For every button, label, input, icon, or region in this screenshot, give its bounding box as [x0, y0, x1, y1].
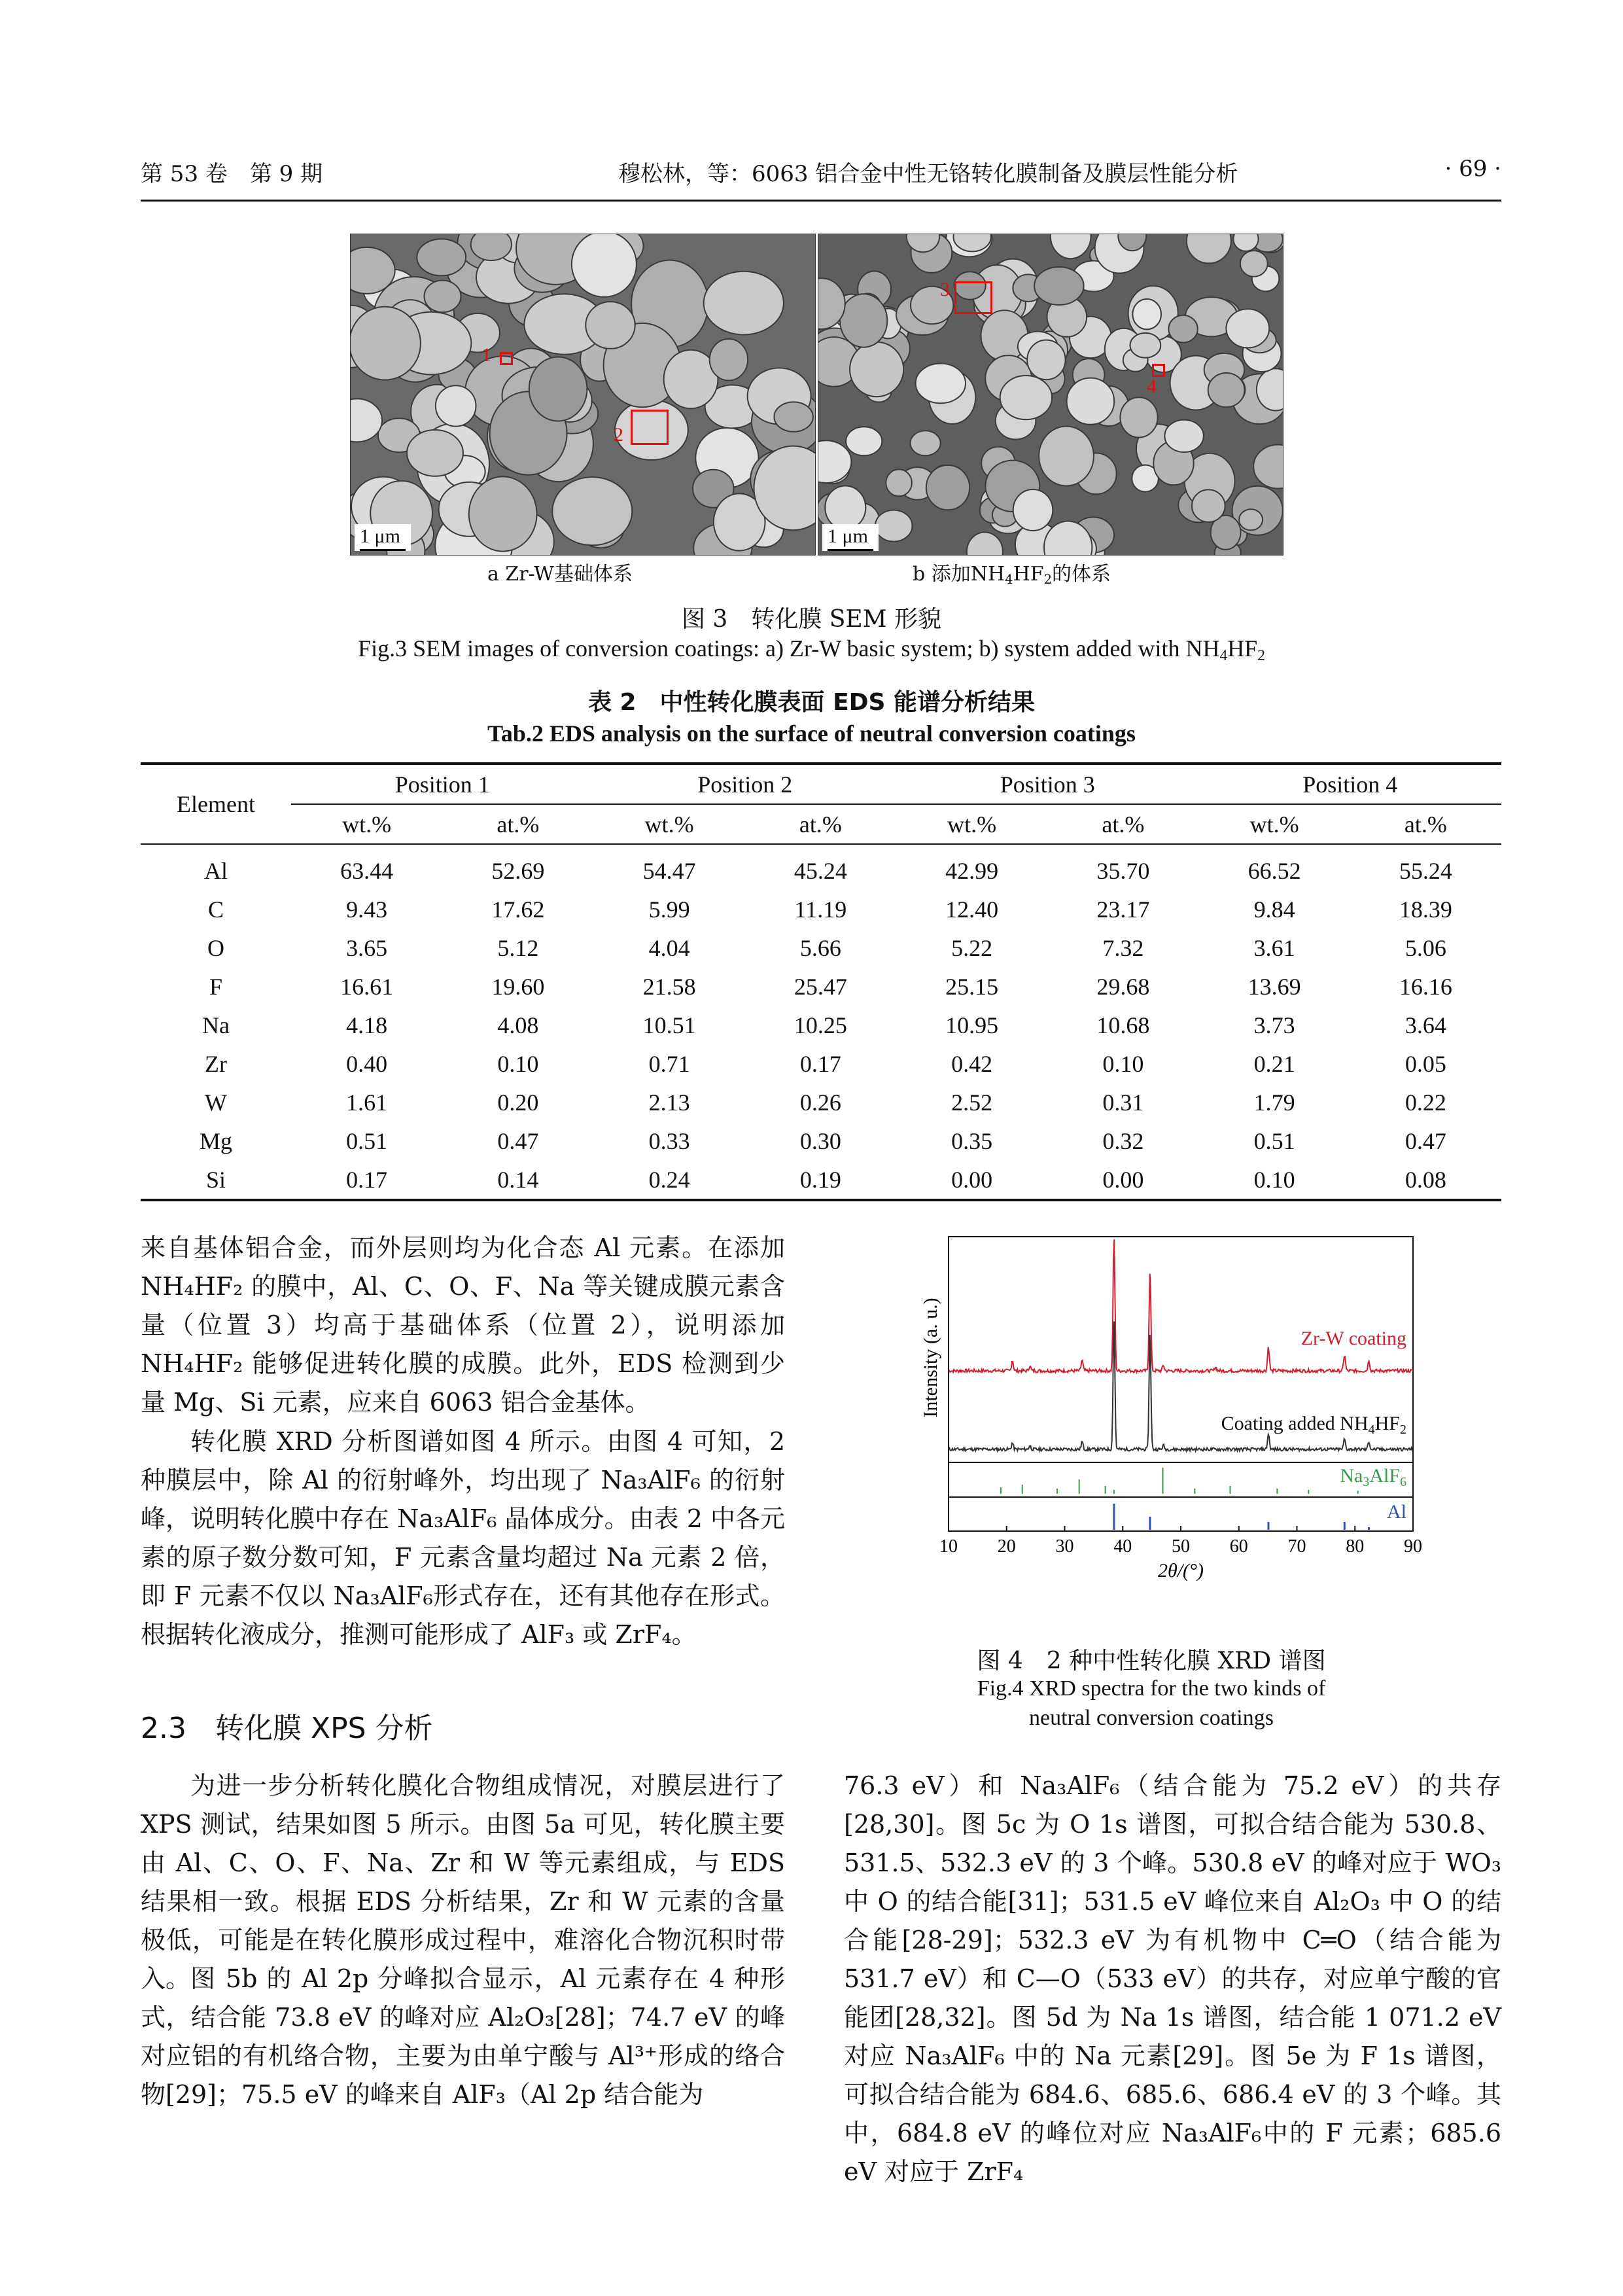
x-tick-label: 30: [1055, 1536, 1074, 1557]
sem-grain: [846, 427, 882, 455]
value-cell: 0.40: [346, 1050, 388, 1077]
value-cell: 0.19: [745, 1160, 896, 1200]
sem-grain: [1240, 251, 1268, 277]
table2-caption-cn: 表 2 中性转化膜表面 EDS 能谱分析结果: [587, 689, 1036, 716]
subcaption-b: b 添加$NH_4HF_2$的体系: [913, 563, 1111, 587]
sem-grain: [704, 272, 784, 335]
sem-grain: [1067, 378, 1115, 425]
roi-label-3: 3: [940, 279, 950, 300]
paragraph-3: 为进一步分析转化膜化合物组成情况，对膜层进行了 XPS 测试，结果如图 5 所示。由图 5a 可见，转化膜主要由 Al、C、O、F、Na、Zr 和 W 等元素组成，与 EDS 结果相一致。根据 EDS 分析结果，Zr 和 W 元素的含量极低，可能是在转化膜形成过程中，难溶化合物沉积时带入。: [141, 1771, 785, 1993]
value-cell: 0.14: [442, 1160, 593, 1200]
sem-grain: [1164, 420, 1203, 452]
element-cell: F: [209, 973, 223, 1000]
value-cell: 0.26: [799, 1089, 841, 1116]
paragraph-4: 图 5b 的 Al 2p 分峰拟合显示，Al 元素存在 4 种形式，结合能 73.8 eV 的峰对应 Al₂O₃[28]；74.7 eV 的峰对应铝的有机络合物，主要为由单宁酸与 Al³⁺形成的络合物[29]；75.5 eV 的峰来自 AlF₃（Al 2p 结合能为: [141, 1964, 785, 2109]
x-tick-label: 90: [1404, 1536, 1422, 1557]
x-tick-label: 50: [1172, 1536, 1190, 1557]
x-tick-label: 80: [1346, 1536, 1365, 1557]
paragraph-1: 来自基体铝合金，而外层则均为化合态 Al 元素。在添加 NH₄HF₂ 的膜中，Al、C、O、F、Na 等关键成膜元素含量（位置 3）均高于基础体系（位置 2），说明添加 NH₄HF₂ 能够促进转化膜的成膜。此外，EDS 检测到少量 Mg、Si 元素，应来自 6063 铝合金基体。: [141, 1233, 785, 1417]
value-cell: 0.47: [497, 1127, 539, 1154]
figure4-caption-cn: 图 4 2 种中性转化膜 XRD 谱图: [977, 1648, 1326, 1674]
element-cell: Zr: [205, 1050, 227, 1077]
element-cell: O: [207, 934, 224, 961]
sem-grain: [710, 339, 748, 380]
sem-grain: [774, 402, 812, 431]
value-cell: 11.19: [794, 896, 847, 923]
value-cell: 25.47: [794, 973, 847, 1000]
sem-grain: [1013, 489, 1053, 531]
sem-grain: [572, 234, 637, 297]
running-header: [141, 156, 1501, 195]
table-row: [141, 844, 1501, 890]
y-axis-label: Intensity (a. u.): [920, 1298, 941, 1418]
value-cell: 0.35: [951, 1127, 993, 1154]
at-header: at.%: [745, 804, 896, 844]
at-header: at.%: [1047, 804, 1198, 844]
value-cell: 5.12: [497, 934, 539, 961]
sem-grain: [1208, 373, 1245, 407]
x-tick-label: 20: [997, 1536, 1016, 1557]
value-cell: 0.10: [497, 1050, 539, 1077]
sem-grain: [916, 364, 966, 404]
scale-bar-a: 1 μm: [355, 524, 411, 551]
sem-grain: [1120, 397, 1157, 437]
roi-1: [500, 352, 513, 365]
sem-grain: [1027, 340, 1065, 380]
value-cell: 0.71: [648, 1050, 690, 1077]
wt-header: wt.%: [896, 804, 1047, 844]
element-cell: W: [205, 1089, 227, 1116]
figure4-caption-en-2: neutral conversion coatings: [1029, 1706, 1274, 1730]
value-cell: 0.51: [1253, 1127, 1295, 1154]
sem-grain: [1239, 509, 1263, 530]
header-rule: [141, 200, 1501, 202]
legend-coating-added-nh4hf2: [1221, 1413, 1406, 1437]
sem-grain: [1226, 309, 1269, 347]
legend-text-part: 2: [1400, 1422, 1406, 1437]
value-cell: 45.24: [794, 857, 847, 884]
value-cell: 13.69: [1248, 973, 1301, 1000]
value-cell: 1.79: [1253, 1089, 1295, 1116]
series-zr-w-coating: [949, 1239, 1413, 1373]
journal-volume: 第 53 卷 第 9 期: [141, 161, 323, 187]
value-cell: 3.73: [1253, 1012, 1295, 1038]
article-title: 穆松林，等：6063 铝合金中性无铬转化膜制备及膜层性能分析: [618, 161, 1238, 187]
value-cell: 21.58: [642, 973, 696, 1000]
table-row: [141, 1006, 1501, 1044]
value-cell: 0.30: [799, 1127, 841, 1154]
table2-caption-en: Tab.2 EDS analysis on the surface of neutral conversion coatings: [487, 720, 1136, 747]
x-tick-label: 70: [1287, 1536, 1306, 1557]
value-cell: 0.31: [1102, 1089, 1144, 1116]
sem-grain: [1130, 333, 1161, 358]
value-cell: 10.51: [642, 1012, 696, 1038]
value-cell: 0.20: [497, 1089, 539, 1116]
element-cell: Si: [141, 1160, 291, 1200]
element-cell: Na: [202, 1012, 230, 1038]
value-cell: 18.39: [1399, 896, 1452, 923]
value-cell: 63.44: [340, 857, 394, 884]
legend-text-part: Coating added NH: [1221, 1413, 1369, 1434]
value-cell: 0.33: [648, 1127, 690, 1154]
value-cell: 0.24: [594, 1160, 745, 1200]
element-cell: Al: [204, 857, 228, 884]
value-cell: 12.40: [945, 896, 999, 923]
element-cell: C: [207, 896, 224, 923]
legend-na3alf6: [1340, 1465, 1406, 1489]
legend-text-part: 6: [1400, 1475, 1406, 1489]
sem-grain: [425, 281, 461, 313]
sem-grain: [529, 357, 587, 421]
page-number: · 69 ·: [1444, 156, 1501, 182]
sem-grain: [926, 465, 969, 510]
sem-grain: [1039, 427, 1094, 486]
figure3-caption-en: Fig.3 SEM images of conversion coatings: a) Zr-W basic system; b) system added with $NH_4HF_2$: [358, 635, 1265, 664]
value-cell: 23.17: [1096, 896, 1150, 923]
sem-grain: [417, 239, 466, 275]
value-cell: 1.61: [346, 1089, 388, 1116]
value-cell: 55.24: [1399, 857, 1452, 884]
table-row: [141, 1122, 1501, 1160]
eds-table: [141, 762, 1501, 1201]
value-cell: 0.10: [1102, 1050, 1144, 1077]
sem-grain: [471, 234, 512, 260]
legend-text-part: 4: [1368, 1422, 1375, 1437]
sem-grain: [911, 431, 941, 455]
x-tick-label: 10: [939, 1536, 958, 1557]
sem-texture-b: [818, 234, 1283, 555]
sem-image-a: [350, 234, 816, 556]
sem-grain: [850, 342, 903, 397]
wt-header: wt.%: [291, 804, 442, 844]
value-cell: 2.52: [951, 1089, 993, 1116]
value-cell: 66.52: [1248, 857, 1301, 884]
figure4-caption-en-1: Fig.4 XRD spectra for the two kinds of: [977, 1676, 1326, 1701]
value-cell: 3.65: [346, 934, 388, 961]
subcaption-a: a Zr-W基础体系: [487, 563, 633, 586]
value-cell: 0.00: [896, 1160, 1047, 1200]
sem-grain: [351, 307, 421, 380]
position-header: Position 2: [594, 764, 897, 804]
legend-text-part: Na: [1340, 1465, 1363, 1487]
value-cell: 5.99: [648, 896, 690, 923]
legend-text-part: HF: [1374, 1413, 1400, 1434]
value-cell: 2.13: [648, 1089, 690, 1116]
sem-grain: [875, 510, 913, 542]
roi-3: [954, 281, 992, 314]
value-cell: 42.99: [945, 857, 999, 884]
sem-grain: [1168, 315, 1197, 343]
value-cell: 16.16: [1399, 973, 1452, 1000]
paragraph-5: 76.3 eV）和 Na₃AlF₆（结合能为 75.2 eV）的共存[28,30]。图 5c 为 O 1s 谱图，可拟合结合能为 530.8、531.5、532.3 eV 的 3 个峰。530.8 eV 的峰对应于 WO₃ 中 O 的结合能[31]；531.5 eV 峰位来自 Al₂O₃ 中 O 的结合能[28-29]；532.3 eV 为有机物中 C═O（结合能为 531.7 eV）和 C—O（533 eV）的共存，对应单宁酸的官能团[28,32]。图 5d 为 Na 1s 谱图，结合能 1 071.2 eV 对应 Na₃AlF₆ 中的 Na 元素[29]。图 5e 为 F 1s 谱图，可拟合结合能为 684.6、685.6、686.4 eV 的 3 个峰。其中，684.8 eV 的峰位对应 Na₃AlF₆中的 F 元素；685.6 eV 对应于 ZrF₄: [844, 1771, 1501, 2186]
scale-bar-b: 1 μm: [822, 524, 879, 551]
value-cell: 0.10: [1199, 1160, 1350, 1200]
value-cell: 54.47: [642, 857, 696, 884]
value-cell: 9.43: [346, 896, 388, 923]
table-row: [141, 928, 1501, 967]
value-cell: 29.68: [1096, 973, 1150, 1000]
value-cell: 0.47: [1405, 1127, 1446, 1154]
value-cell: 5.66: [799, 934, 841, 961]
sem-grain: [436, 385, 476, 426]
x-tick-label: 60: [1229, 1536, 1248, 1557]
value-cell: 5.06: [1405, 934, 1446, 961]
position-header: Position 3: [896, 764, 1199, 804]
value-cell: 3.64: [1405, 1012, 1446, 1038]
sem-grain: [1192, 489, 1225, 521]
table-row: [141, 890, 1501, 928]
sem-grain: [1034, 267, 1084, 305]
value-cell: 3.61: [1253, 934, 1295, 961]
table-row: [141, 1083, 1501, 1122]
value-cell: 10.95: [945, 1012, 999, 1038]
wt-header: wt.%: [1199, 804, 1350, 844]
table-row: [141, 1160, 1501, 1200]
value-cell: 19.60: [491, 973, 545, 1000]
value-cell: 7.32: [1102, 934, 1144, 961]
legend-zr-w-coating: Zr-W coating: [1300, 1328, 1406, 1349]
sem-grain: [407, 430, 463, 476]
value-cell: 9.84: [1253, 896, 1295, 923]
sem-grain: [825, 486, 865, 530]
legend-al: Al: [1387, 1501, 1406, 1523]
legend-text-part: 3: [1363, 1475, 1370, 1489]
paragraph-2: 转化膜 XRD 分析图谱如图 4 所示。由图 4 可知，2 种膜层中，除 Al 的衍射峰外，均出现了 Na₃AlF₆ 的衍射峰，说明转化膜中存在 Na₃AlF₆ 晶体成分。由表 2 中各元素的原子数分数可知，F 元素含量均超过 Na 元素 2 倍，即 F 元素不仅以 Na₃AlF₆形式存在，还有其他存在形式。根据转化液成分，推测可能形成了 AlF₃ 或 ZrF₄。: [141, 1427, 785, 1649]
value-cell: 35.70: [1096, 857, 1150, 884]
plot-frame: [949, 1237, 1413, 1531]
roi-label-2: 2: [614, 424, 623, 446]
value-cell: 0.22: [1405, 1089, 1446, 1116]
value-cell: 4.08: [497, 1012, 539, 1038]
sem-grain: [1000, 376, 1052, 419]
value-cell: 52.69: [491, 857, 545, 884]
sem-grain: [552, 477, 632, 545]
value-cell: 10.25: [794, 1012, 847, 1038]
x-axis-label: 2θ/(°): [1157, 1560, 1204, 1581]
value-cell: 0.17: [291, 1160, 442, 1200]
roi-4: [1152, 364, 1165, 377]
sem-grain: [469, 476, 537, 551]
at-header: at.%: [1350, 804, 1501, 844]
section-heading-2-3: 2.3 转化膜 XPS 分析: [141, 1712, 433, 1745]
value-cell: 10.68: [1096, 1012, 1150, 1038]
value-cell: 0.08: [1350, 1160, 1501, 1200]
element-cell: Mg: [199, 1127, 232, 1154]
value-cell: 0.42: [951, 1050, 993, 1077]
sem-grain: [585, 302, 635, 349]
sem-grain: [840, 294, 887, 347]
sem-texture-a: [351, 234, 815, 555]
table-row: [141, 967, 1501, 1006]
legend-text-part: AlF: [1369, 1465, 1400, 1487]
figure3-caption-cn: 图 3 转化膜 SEM 形貌: [681, 606, 942, 633]
sem-image-b: [818, 234, 1283, 556]
table-row: [141, 1044, 1501, 1083]
value-cell: 4.18: [346, 1012, 388, 1038]
value-cell: 0.51: [346, 1127, 388, 1154]
position-header: Position 1: [291, 764, 594, 804]
value-cell: 0.17: [799, 1050, 841, 1077]
value-cell: 0.05: [1405, 1050, 1446, 1077]
element-header: Element: [141, 764, 291, 844]
sem-grain: [886, 469, 912, 496]
roi-label-1: 1: [481, 344, 491, 366]
value-cell: 0.21: [1253, 1050, 1295, 1077]
value-cell: 17.62: [491, 896, 545, 923]
at-header: at.%: [442, 804, 593, 844]
wt-header: wt.%: [594, 804, 745, 844]
value-cell: 4.04: [648, 934, 690, 961]
position-header: Position 4: [1199, 764, 1502, 804]
value-cell: 25.15: [945, 973, 999, 1000]
value-cell: 16.61: [340, 973, 394, 1000]
roi-label-4: 4: [1147, 376, 1157, 397]
xrd-chart: [890, 1230, 1439, 1597]
roi-2: [631, 410, 669, 445]
value-cell: 0.32: [1102, 1127, 1144, 1154]
value-cell: 0.00: [1047, 1160, 1198, 1200]
sem-grain: [1132, 299, 1161, 329]
x-tick-label: 40: [1113, 1536, 1132, 1557]
value-cell: 5.22: [951, 934, 993, 961]
